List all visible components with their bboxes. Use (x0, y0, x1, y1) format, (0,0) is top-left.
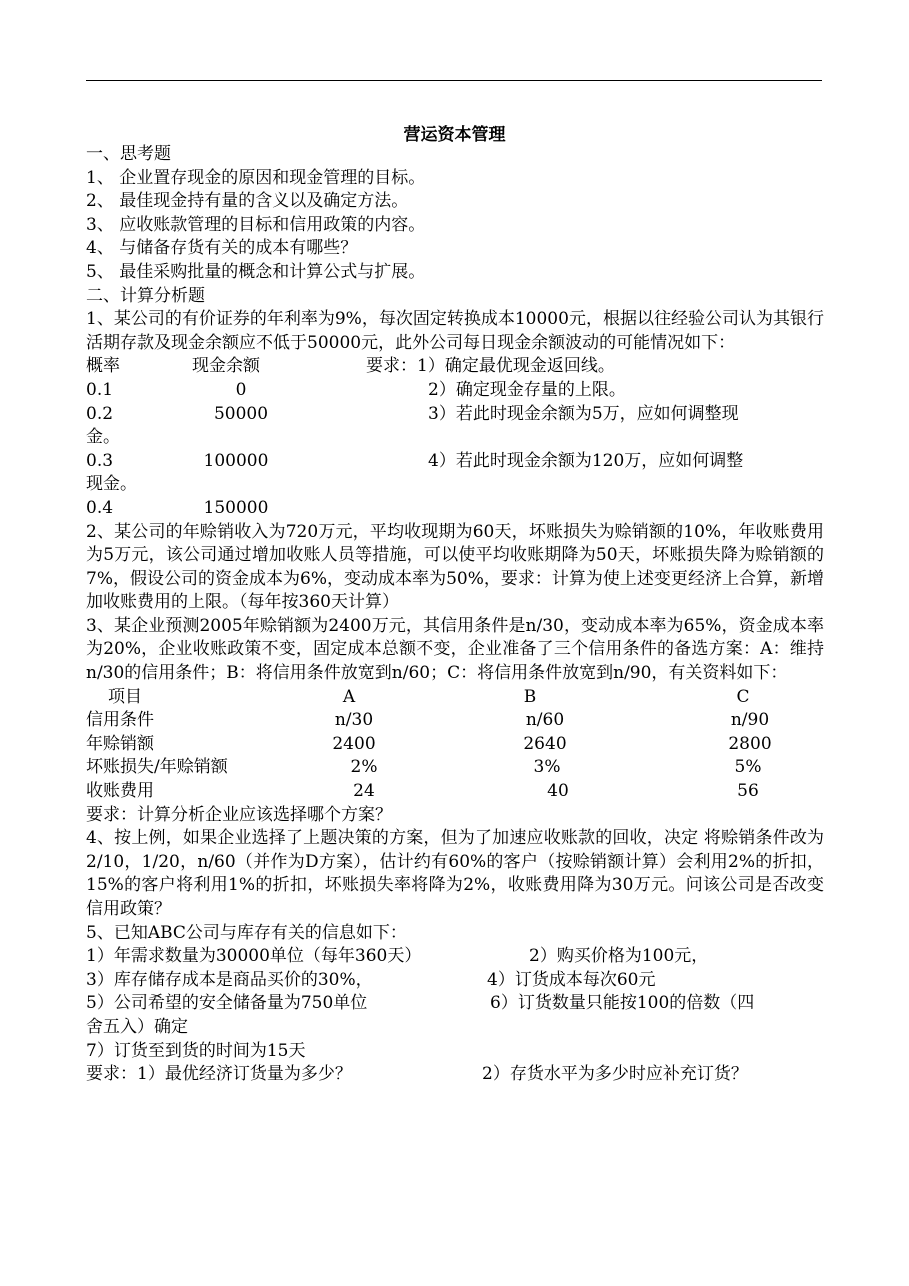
thinking-item-2: 2、 最佳现金持有量的含义以及确定方法。 (86, 191, 409, 212)
q1-requirement-1: 要求：1）确定最优现金返回线。 (366, 356, 615, 377)
q5-item-7: 7）订货至到货的时间为15天 (86, 1040, 306, 1061)
q3-cell-b: n/60 (525, 710, 565, 731)
q3-cell-c: n/90 (730, 710, 770, 731)
q3-table-header (86, 686, 824, 710)
q1-requirement-4: 4）若此时现金余额为120万，应如何调整 (428, 450, 744, 471)
q3-cell-a: n/30 (334, 710, 374, 731)
q3-cell-a: 2400 (332, 733, 376, 754)
q3-header-b: B (523, 686, 537, 707)
q3-row-label: 收账费用 (86, 781, 154, 802)
q1-cash: 100000 (203, 450, 269, 471)
q1-text: 1、某公司的有价证券的年利率为9%，每次固定转换成本10000元，根据以往经验公司认为其银行活期存款及现金余额应不低于50000元，此外公司每日现金余额波动的可能情况如下： (86, 309, 824, 353)
q1-prob: 0.3 (86, 450, 114, 471)
q1-col-cash-header: 现金余额 (192, 356, 260, 377)
q3-cell-b: 40 (547, 781, 569, 802)
q3-header-c: C (736, 686, 750, 707)
q3-text: 3、某企业预测2005年赊销额为2400万元，其信用条件是n/30，变动成本率为65%，资金成本率为20%，企业收账政策不变，固定成本总额不变，企业准备了三个信用条件的备选方案：A：维持n/30的信用条件；B：将信用条件放宽到n/60；C：将信用条件放宽到n/90，有关资料如下： (86, 615, 824, 684)
q3-cell-b: 3% (533, 757, 561, 778)
q3-cell-a: 24 (353, 781, 375, 802)
q3-table-row (86, 756, 824, 780)
q1-requirement-2: 2）确定现金存量的上限。 (428, 379, 626, 400)
q1-header-row (86, 355, 824, 379)
q3-header-item: 项目 (108, 686, 142, 707)
q3-cell-b: 2640 (523, 733, 567, 754)
calc-heading: 二、计算分析题 (86, 285, 205, 306)
q3-cell-a: 2% (350, 757, 378, 778)
q5-text: 5、已知ABC公司与库存有关的信息如下： (86, 922, 407, 943)
q5-requirement-2: 2）存货水平为多少时应补充订货？ (482, 1064, 748, 1085)
thinking-item-5: 5、 最佳采购批量的概念和计算公式与扩展。 (86, 261, 426, 282)
q3-requirement: 要求：计算分析企业应该选择哪个方案？ (86, 804, 392, 825)
q5-line (86, 992, 824, 1016)
q5-line (86, 969, 824, 993)
q3-table-row (86, 733, 824, 757)
q5-item-6: 6）订货数量只能按100的倍数（四 (490, 993, 755, 1014)
q1-prob: 0.1 (86, 379, 114, 400)
header-rule (86, 80, 822, 81)
q1-row-2 (86, 403, 824, 427)
q3-cell-c: 5% (734, 757, 762, 778)
q1-prob: 0.2 (86, 403, 114, 424)
q3-table-row (86, 780, 824, 804)
q5-item-1: 1）年需求数量为30000单位（每年360天） (86, 946, 422, 967)
q1-cash: 50000 (213, 403, 269, 424)
q5-wrap-6: 舍五入）确定 (86, 1016, 188, 1037)
q4-text: 4、按上例，如果企业选择了上题决策的方案，但为了加速应收账款的回收，决定 将赊销条件改为2/10，1/20，n/60（并作为D方案），估计约有60%的客户（按赊销额计算）会利用2%的折扣，15%的客户将利用1%的折扣，坏账损失率将降为2%，收账费用降为30万元。问该公司是否改变信用政策？ (86, 828, 824, 919)
q3-table-row (86, 709, 824, 733)
document-body (86, 143, 824, 1087)
q5-line (86, 945, 824, 969)
thinking-item-4: 4、 与储备存货有关的成本有哪些？ (86, 238, 358, 259)
q1-requirement-3: 3）若此时现金余额为5万，应如何调整现 (428, 403, 739, 424)
q5-requirement-1: 要求：1）最优经济订货量为多少？ (86, 1064, 352, 1085)
thinking-item-1: 1、 企业置存现金的原因和现金管理的目标。 (86, 167, 426, 188)
q1-cash: 0 (235, 379, 247, 400)
q5-item-3: 3）库存储存成本是商品买价的30%， (86, 969, 373, 990)
q1-prob: 0.4 (86, 497, 114, 518)
q3-row-label: 坏账损失/年赊销额 (86, 757, 228, 778)
q3-header-a: A (342, 686, 356, 707)
q1-col-prob-header: 概率 (86, 356, 120, 377)
q1-wrap-3: 金。 (86, 427, 120, 448)
q5-item-2: 2）购买价格为100元， (529, 946, 709, 967)
page-title: 营运资本管理 (403, 125, 506, 145)
thinking-heading: 一、思考题 (86, 144, 171, 164)
q1-row-3 (86, 450, 824, 474)
q5-requirement (86, 1063, 824, 1087)
q1-row-1 (86, 379, 824, 403)
thinking-item-3: 3、 应收账款管理的目标和信用政策的内容。 (86, 214, 426, 235)
q3-cell-c: 2800 (728, 733, 772, 754)
q1-wrap-4: 现金。 (86, 474, 137, 495)
q2-text: 2、某公司的年赊销收入为720万元，平均收现期为60天，坏账损失为赊销额的10%，年收账费用为5万元，该公司通过增加收账人员等措施，可以使平均收账期降为50天，坏账损失降为赊销额的7%，假设公司的资金成本为6%，变动成本率为50%，要求：计算为使上述变更经济上合算，新增加收账费用的上限。（每年按360天计算） (86, 521, 824, 613)
q3-row-label: 信用条件 (86, 710, 154, 731)
q5-item-5: 5）公司希望的安全储备量为750单位 (86, 993, 368, 1014)
q1-cash: 150000 (203, 497, 269, 518)
q3-row-label: 年赊销额 (86, 733, 154, 754)
q5-item-4: 4）订货成本每次60元 (487, 969, 656, 990)
q3-cell-c: 56 (737, 781, 759, 802)
q1-row-4 (86, 497, 824, 521)
